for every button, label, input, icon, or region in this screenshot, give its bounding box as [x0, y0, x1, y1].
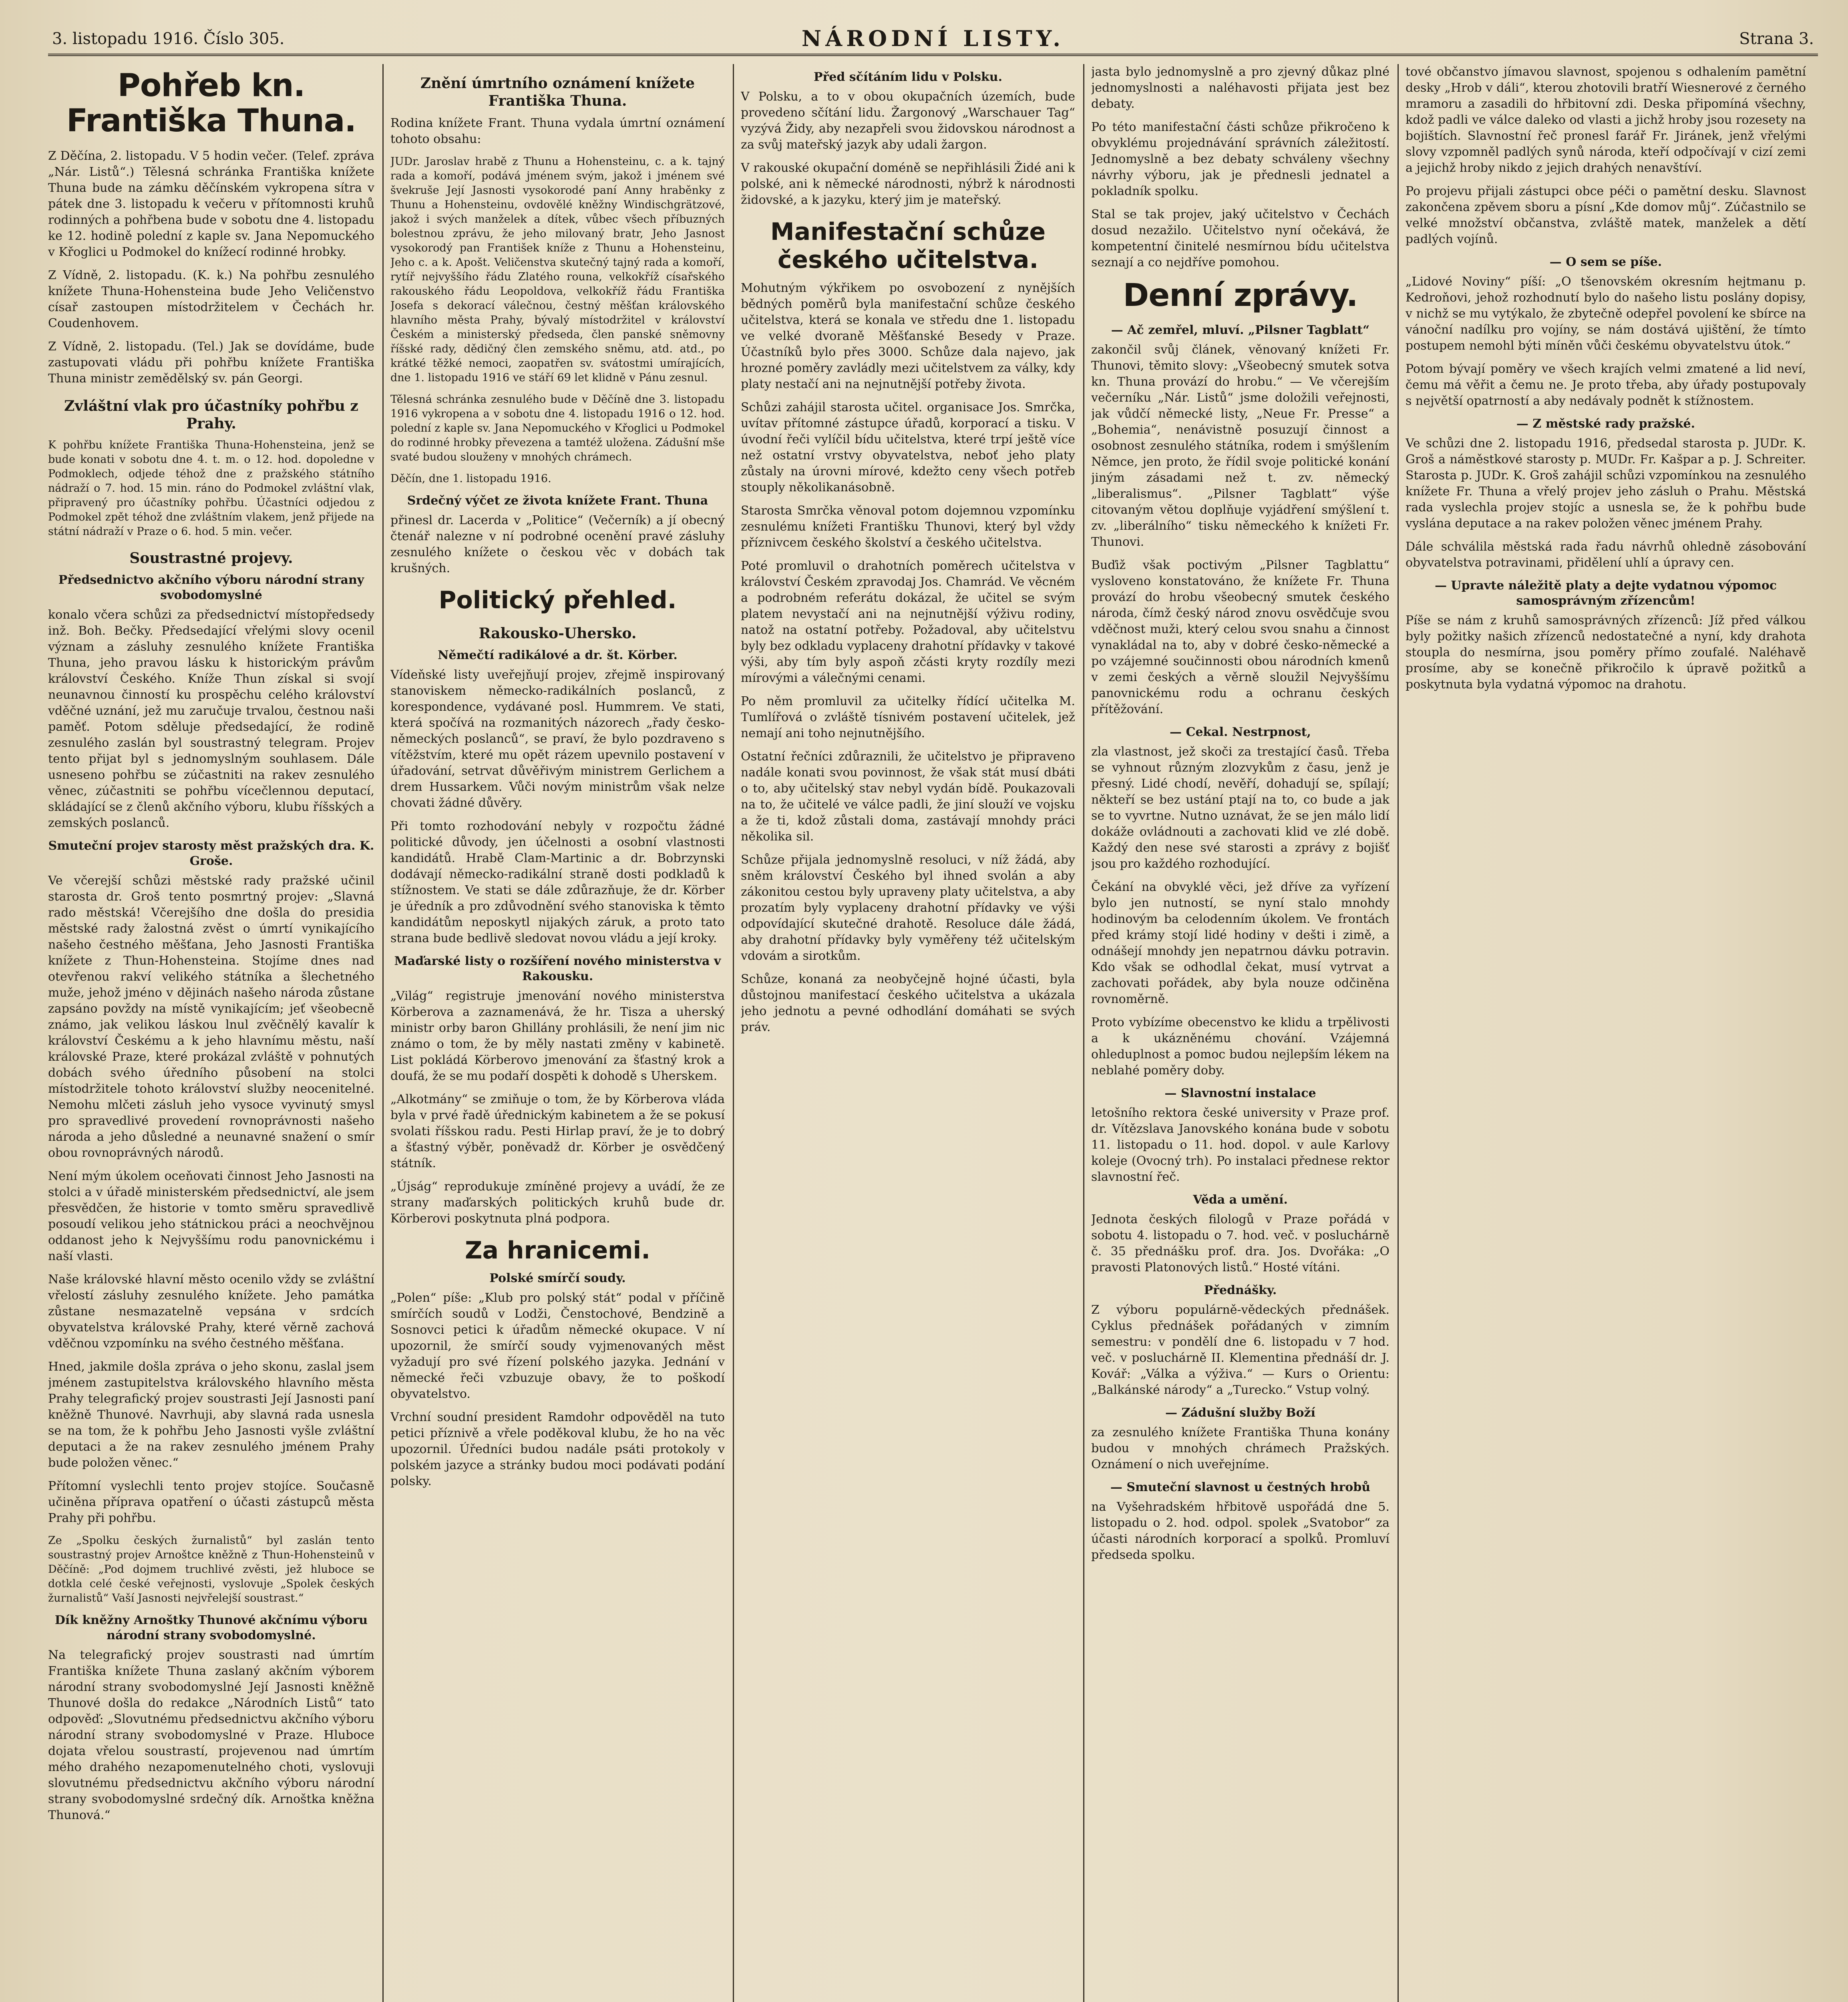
article-paragraph: Ostatní řečníci zdůraznili, že učitelstvo je připraveno nadále konati svou povinnost, že však stát musí dbáti o to, aby učitelský stav nebyl vydán bídě. Poukazovali na to, že učitelé ve válce padli, že jiní slouží ve vojsku a že ti, kdož zůstali doma, zastávají mnohdy práci několika sil.: [741, 750, 1075, 844]
subheading: — Smuteční slavnost u čestných hrobů: [1110, 1480, 1371, 1494]
article-paragraph: V Polsku, a to v obou okupačních územích, bude provedeno sčítání lidu. Žargonový „Warschauer Tag“ vyzývá Židy, aby nezapřeli svou židovskou národnost a za svůj mateřský jazyk aby udali žargon.: [741, 90, 1075, 152]
column-divider: [1398, 64, 1399, 2002]
article-paragraph: konalo včera schůzi za předsednictví místopředsedy inž. Boh. Bečky. Předsedající vřelými slovy ocenil význam a zásluhy zesnulého knížete Františka Thuna, jeho pravou lásku k historickým právům království Českého. Kníže Thun získal si svojí neunavnou činností ku prospěchu celého království vděčné uznání, jež mu zaručuje trvalou, čestnou naši paměť. Potom sděluje předsedající, že rodině zesnulého zaslán byl soustrastný telegram. Projev tento přijat byl s jednomyslným souhlasem. Dále usneseno pohřbu se zúčastniti na rakev zesnulého věnec, zúčastniti se pohřbu vícečlennou deputací, skládající se z členů akčního výboru, klubu říšských a zemských poslanců.: [48, 608, 374, 830]
column-2: [390, 64, 725, 2002]
notice-block: [48, 1534, 374, 1606]
article-paragraph: Ze „Spolku českých žurnalistů“ byl zaslán tento soustrastný projev Arnoštce kněžně z Thun-Hohensteinů v Děčíně: „Pod dojmem truchlivé zvěsti, jež hluboce se dotkla celé české veřejnosti, vyslovuje „Spolek českých žurnalistů“ Vaší Jasnosti nejvřelejší soustrast.“: [48, 1534, 374, 1604]
section-heading: Manifestační schůze českého učitelstva.: [770, 218, 1046, 274]
subheading: — Upravte náležitě platy a dejte vydatnou výpomoc samosprávným zřízencům!: [1434, 579, 1777, 608]
article-paragraph: Z Vídně, 2. listopadu. (K. k.) Na pohřbu zesnulého knížete Thuna-Hohensteina bude Jeho Veličenstvo císař zastoupen místodržitelem v Čechách hr. Coudenhovem.: [48, 268, 374, 330]
section-heading: Rakousko-Uhersko.: [479, 625, 637, 642]
article-paragraph: Z Děčína, 2. listopadu. V 5 hodin večer. (Telef. zpráva „Nár. Listů“.) Tělesná schránka Františka knížete Thuna bude na zámku děčínském vykropena sítra v pátek dne 3. listopadu k večeru v přítomnosti kruhů rodinných a pohřbena bude v sobotu dne 4. listopadu ke 12. hodině polední z kaple sv. Jana Nepomuckého v Křoglici u Podmokel do knížecí rodinné hrobky.: [48, 149, 374, 259]
article-paragraph: letošního rektora české university v Praze prof. dr. Vítězslava Janovského konána bude v sobotu 11. listopadu o 11. hod. dopol. v aule Karlovy koleje (Ovocný trh). Po instalaci přednese rektor slavnostní řeč.: [1091, 1106, 1390, 1184]
article-paragraph: Naše královské hlavní město ocenilo vždy se zvláštní vřelostí zásluhy zesnulého knížete. Jeho památka zůstane nesmazatelně vepsána v srdcích obyvatelstva královské Prahy, které věrně zachová vděčnou vzpomínku na svého čestného měšťana.: [48, 1272, 374, 1351]
column-divider: [1083, 64, 1084, 2002]
article-paragraph: Vrchní soudní president Ramdohr odpověděl na tuto petici příznivě a vřele poděkoval klubu, že ho na věc upozornil. Úředníci budou nadále psáti protokoly v polském jazyce a stránky budou moci podávati podání polsky.: [390, 1410, 725, 1488]
section-heading: Za hranicemi.: [465, 1236, 651, 1264]
subheading: Srdečný výčet ze života knížete Frant. Thuna: [407, 494, 708, 508]
article-paragraph: Ve včerejší schůzi městské rady pražské učinil starosta dr. Groš tento posmrtný projev: „Slavná rado městská! Včerejšího dne došla do presidia městské rady žalostná zvěst o úmrtí vynikajícího našeho čestného měšťana, Jeho Jasnosti Františka knížete z Thun-Hohensteina. Stojíme dnes nad otevřenou rakví velikého státníka a šlechetného muže, jehož jméno v dějinách našeho národa zůstane zapsáno povždy na místě vynikajícím; jeť všeobecně známo, jak velikou láskou lnul zvěčnělý kavalír k království Českému a k jeho hlavnímu městu, naší královské Praze, které prokázal zvláště v pohnutých dobách svého úředního působení na stolci místodržitele tohoto království služby neocenitelné. Nemohu mlčeti zásluh jeho vysoce vyvinutý smysl pro spravedlivé provedení rovnoprávnosti našeho národa a jeho důsledné a neunavné snažení o smír obou rovnoprávných národů.: [48, 874, 374, 1160]
article-paragraph: Potom bývají poměry ve všech krajích velmi zmatené a lid neví, čemu má věřit a čemu ne. Je proto třeba, aby úřady postupovaly s největší opatrností a aby nedávaly podnět k stížnostem.: [1406, 362, 1806, 408]
section-heading: Denní zprávy.: [1123, 277, 1358, 314]
article-paragraph: Píše se nám z kruhů samosprávných zřízenců: Jíž před válkou byly požitky našich zřízenců nedostatečné a nyní, kdy drahota stoupla do nesmírna, jsou poměry přímo zoufalé. Naléhavě prosíme, aby se konečně přikročilo k úpravě požitků a poskytnuta byla vydatná výpomoc na drahotu.: [1406, 613, 1806, 691]
article-paragraph: zakončil svůj článek, věnovaný knížeti Fr. Thunovi, těmito slovy: „Všeobecný smutek sotva kn. Thuna provází do hrobu.“ — Ve včerejším večerníku „Nár. Listů“ jsme doložili veřejnosti, jak vůdčí německé listy, „Neue Fr. Presse“ a „Bohemia“, nenávistně posuzují činnost a osobnost zesnulého státníka, rodem i smýšlením Němce, jen proto, že řídil svoje politické konání jiným zásadami než t. zv. německý „liberalismus“. „Pilsner Tagblatt“ výše citovaným větou doplňuje vyjádření smýšlení t. zv. „liberálního“ tisku německého k knížeti Fr. Thunovi.: [1091, 343, 1390, 549]
article-paragraph: Na telegrafický projev soustrasti nad úmrtím Františka knížete Thuna zaslaný akčním výborem národní strany svobodomyslné Její Jasnosti kněžně Thunové došla do redakce „Národních Listů“ tato odpověď: „Slovutnému předsednictvu akčního výboru národní strany svobodomyslné v Praze. Hluboce dojata vřelou soustrastí, projevenou nad úmrtím mého drahého nezapomenutelného choti, vyslovuji slovutnému předsednictvu akčního výboru národní strany svobodomyslné srdečný dík. Arnoštka kněžna Thunová.“: [48, 1648, 374, 1822]
column-5: [1406, 64, 1806, 2002]
article-paragraph: Při tomto rozhodování nebyly v rozpočtu žádné politické důvody, jen účelnosti a osobní vlastnosti kandidátů. Hrabě Clam-Martinic a dr. Bobrzynski dodávají německo-radikální straně dosti podkladů k stížnostem. Ve stati se dále zdůrazňuje, že dr. Körber je úředník a pro zdůvodnění svého stanoviska k těmto kandidátům neposkytl nijakých záruk, a proto tato strana bude bedlivě sledovat novou vládu a její kroky.: [390, 819, 725, 945]
article-paragraph: Schůze, konaná za neobyčejně hojné účasti, byla důstojnou manifestací českého učitelstva a ukázala jeho jednotu a pevné odhodlání domáhati se svých práv.: [741, 972, 1075, 1034]
article-paragraph: „Alkotmány“ se zmiňuje o tom, že by Körberova vláda byla v prvé řadě úřednickým kabinetem a že se pokusí svolati říšskou radu. Pesti Hirlap praví, že je to dobrý a šťastný výběr, poněvadž dr. Körber je osvědčený státník.: [390, 1092, 725, 1170]
subheading: Předsednictvo akčního výboru národní strany svobodomyslné: [58, 573, 364, 602]
article-paragraph: JUDr. Jaroslav hrabě z Thunu a Hohensteinu, c. a k. tajný rada a komoří, podává jménem svým, jakož i jménem své švekruše Její Jasnosti vysokorodé paní Anny hraběnky z Thunu a Hohensteinu, ovdovělé kněžny Windischgrätzové, jakož i svých manželek a dítek, vůbec všech příbuzných bolestnou zprávu, že jeho milovaný bratr, Jeho Jasnost vysokorodý pan František kníže z Thunu a Hohensteinu, Jeho c. a k. Apošt. Veličenstva skutečný tajný rada a komoří, rytíř nejvyššího řádu Zlatého rouna, velkokříž císařského rakouského řádu Leopoldova, velkokříž řádu Františka Josefa s dekorací válečnou, čestný měšťan královského hlavního města Prahy, bývalý místodržitel v království Českém a ministerský předseda, člen panské sněmovny říšské rady, dědičný člen zemského sněmu, atd. atd., po krátké těžké nemoci, zaopatřen sv. svátostmi umírajících, dne 1. listopadu 1916 ve stáří 69 let klidně v Pánu zesnul.: [390, 155, 725, 384]
article-paragraph: Po této manifestační části schůze přikročeno k obvyklému projednávání správních záležitostí. Jednomyslně a bez debaty schváleny všechny návrhy výboru, jak je přednesli jednatel a pokladník spolku.: [1091, 120, 1390, 198]
article-paragraph: Ve schůzi dne 2. listopadu 1916, předsedal starosta p. JUDr. K. Groš a náměstkové starosty p. MUDr. Fr. Kašpar a p. J. Schreiter. Starosta p. JUDr. K. Groš zahájil schůzi vzpomínkou na zesnulého knížete Fr. Thuna a vřelý projev jeho zásluh o Prahu. Městská rada vyslechla projev stojíc a usnesla se, že k pohřbu bude vyslána deputace a na rakev položen věnec jménem Prahy.: [1406, 436, 1806, 531]
column-4: [1091, 64, 1390, 2002]
article-paragraph: Po něm promluvil za učitelky řídící učitelka M. Tumlířová o zvláště tísnivém postavení učitelek, jež nemají ani toho nejnutnějšího.: [741, 694, 1075, 740]
article-paragraph: Stal se tak projev, jaký učitelstvo v Čechách dosud nezažilo. Učitelstvo nyní očekává, že kompetentní činitelé nesmírnou bídu učitelstva seznají a co nejdříve pomohou.: [1091, 207, 1390, 269]
section-heading: Politický přehled.: [438, 586, 677, 614]
article-paragraph: tové občanstvo jímavou slavnost, spojenou s odhalením pamětní desky „Hrob v dáli“, kterou zhotovili bratří Wiesnerové z černého mramoru a zasadili do hřbitovní zdi. Deska připomíná všechny, kdož padli ve válce daleko od vlasti a jichž hroby jsou rozesety na bojištích. Slavnostní řeč pronesl farář Fr. Jiránek, jenž vřelými slovy vzpomněl padlých synů národa, kteří odpočívají v cizí zemi a jejichž hroby nikdo z jejich drahých nenavštíví.: [1406, 65, 1806, 175]
article-paragraph: Z Vídně, 2. listopadu. (Tel.) Jak se dovídáme, bude zastupovati vládu při pohřbu knížete Františka Thuna ministr zemědělský sv. pán Georgi.: [48, 340, 374, 386]
page-number: Strana 3.: [1739, 30, 1814, 48]
article-paragraph: Vídeňské listy uveřejňují projev, zřejmě inspirovaný stanoviskem německo-radikálních poslanců, z korespondence, vydávané posl. Hummrem. Ve stati, která spočívá na rozmanitých názorech „řady česko-německých poslanců“, se praví, že bylo pozdraveno s vítěžstvím, které mu opět rázem upevnilo postavení v úřadování, setrvat důvěřivým ministrem Gerlichem a drem Hussarkem. Vůči novým ministrům však nelze chovati žádné důvěry.: [390, 668, 725, 810]
article-paragraph: K pohřbu knížete Františka Thuna-Hohensteina, jenž se bude konati v sobotu dne 4. t. m. o 12. hod. dopoledne v Podmoklech, odjede téhož dne z pražského státního nádraží o 7. hod. 15 min. ráno do Podmokel zvláštní vlak, připravený pro účastníky pohřbu. Účastníci odjedou z Podmokel zpět téhož dne zvláštním vlakem, jenž přijede na státní nádraží v Praze o 6. hod. 5 min. večer.: [48, 439, 374, 538]
subheading: Smuteční projev starosty měst pražských dra. K. Groše.: [48, 839, 374, 868]
article-paragraph: Přítomní vyslechli tento projev stojíce. Současně učiněna příprava opatření o účasti zástupců města Prahy při pohřbu.: [48, 1479, 374, 1525]
subheading: — Z městské rady pražské.: [1516, 417, 1695, 431]
article-paragraph: zla vlastnost, jež skoči za trestající časů. Třeba se vyhnout různým zlozvykům z času, jenž je přesný. Lidé chodí, nevěří, dohadují se, spílají; někteří se bez ustání ptají na to, co bude a jak se to vyvrtne. Nutno uznávat, že se jen málo lidí dokáže ovládnouti a zachovati klid ve zlé době. Každý den nese své starosti a zprávy z bojišť jsou pro každého rozhodující.: [1091, 745, 1390, 871]
article-paragraph: Buďiž však poctivým „Pilsner Tagblattu“ vysloveno konstatováno, že knížete Fr. Thuna provází do hrobu všeobecný smutek českého národa, čímž český národ znovu osvědčuje svou vděčnost muži, který celou svou snahu a činnost vynakládal na to, aby v dobré česko-německé a po vzájemné součinnosti obou národních kmenů v zemi českých a věrně sloužil Nejvyššímu panovnickému rodu a ochranu českých přítěžování.: [1091, 558, 1390, 716]
article-paragraph: na Vyšehradském hřbitově uspořádá dne 5. listopadu o 2. hod. odpol. spolek „Svatobor“ za účasti národních korporací a spolků. Promluví předseda spolku.: [1091, 1500, 1390, 1562]
article-paragraph: Hned, jakmile došla zpráva o jeho skonu, zaslal jsem jménem zastupitelstva královského hlavního města Prahy telegrafický projev soustrasti Její Jasnosti paní kněžně Thunové. Navrhuji, aby slavná rada usnesla se na tom, že k pohřbu Jeho Jasnosti vyšle zvláštní deputaci a že na rakev zesnulého jménem Prahy bude položen věnec.“: [48, 1360, 374, 1470]
subheading: — Ač zemřel, mluví. „Pilsner Tagblatt“: [1111, 323, 1370, 337]
subheading: — Slavnostní instalace: [1164, 1086, 1316, 1100]
column-divider: [382, 64, 384, 2002]
notice-block: [390, 155, 725, 486]
article-paragraph: „Világ“ registruje jmenování nového ministerstva Körberova a zaznamenává, že hr. Tisza a uherský ministr orby baron Ghillány prohlásili, že není jim nic známo o tom, že by měly nastati změny v kabinetě. List pokládá Körberovo jmenování za šťastný krok a doufá, že se mu podaří dospěti k dohodě s Uherskem.: [390, 989, 725, 1083]
article-paragraph: Po projevu přijali zástupci obce péči o pamětní desku. Slavnost zakončena zpěvem sboru a písní „Kde domov můj“. Zúčastnilo se velké množství občanstva, zvláště matek, manželek a dětí padlých vojínů.: [1406, 184, 1806, 246]
notice-block: [48, 438, 374, 539]
article-paragraph: V rakouské okupační doméně se nepřihlásili Židé ani k polské, ani k německé národnosti, nýbrž k národnosti židovské, a k jazyku, který jim je mateřský.: [741, 161, 1075, 207]
article-paragraph: přinesl dr. Lacerda v „Politice“ (Večerník) a jí obecný čtenář nalezne v ní podrobné ocenění pravé zásluhy zesnulého knížete o českou věc v dobách tak krušných.: [390, 513, 725, 575]
section-heading: Zvláštní vlak pro účastníky pohřbu z Prahy.: [64, 398, 358, 432]
article-paragraph: Čekání na obvyklé věci, jež dříve za vyřízení bylo jen nutností, se nyní stalo mnohdy hodinovým ba celodenním úkolem. Ve frontách před krámy stojí lidé hodiny v dešti i zimě, a odnášejí mnohdy jen nepatrnou dávku potravin. Kdo však se odhodlal čekat, musí vytrvat a zachovati pořádek, aby byla nouze odčiněna rovnoměrně.: [1091, 880, 1390, 1006]
article-paragraph: za zesnulého knížete Františka Thuna konány budou v mnohých chrámech Pražských. Oznámení o nich uveřejníme.: [1091, 1425, 1390, 1471]
article-paragraph: Poté promluvil o drahotních poměrech učitelstva v království Českém zpravodaj Jos. Chamrád. Ve věcném a podrobném referátu dokázal, že učitel se svým platem nevystačí ani na nejnutnější výživu rodiny, natož na ostatní potřeby. Požadoval, aby učitelstvu byly bez odkladu vyplaceny drahotní přídavky v takové výši, aby tím byly aspoň zčásti kryty rozdíly mezi mírovými a válečnými cenami.: [741, 559, 1075, 685]
article-paragraph: Děčín, dne 1. listopadu 1916.: [390, 472, 551, 485]
article-paragraph: Není mým úkolem oceňovati činnost Jeho Jasnosti na stolci a v úřadě ministerském předsednictví, ale jsem přesvědčen, že historie v tomto směru spravedlivě posoudí velikou jeho státnickou práci a neochvějnou oddanost jeho k Nejvyššímu rodu panovnickému i naší vlasti.: [48, 1169, 374, 1263]
subheading: — Zádušní služby Boží: [1165, 1406, 1315, 1420]
article-paragraph: Starosta Smrčka věnoval potom dojemnou vzpomínku zesnulému knížeti Františku Thunovi, který byl vždy příznivcem českého školství a českého učitelstva.: [741, 504, 1075, 550]
masthead: [48, 26, 1818, 56]
article-paragraph: Rodina knížete Frant. Thuna vydala úmrtní oznámení tohoto obsahu:: [390, 116, 725, 146]
section-heading: Soustrastné projevy.: [129, 550, 293, 567]
article-paragraph: Dále schválila městská rada řadu návrhů ohledně zásobování obyvatelstva potravinami, přidělení uhlí a úpravy cen.: [1406, 540, 1806, 570]
article-paragraph: Schůzi zahájil starosta učitel. organisace Jos. Smrčka, uvítav přítomné zástupce úřadů, korporací a tisku. V úvodní řeči vylíčil bídu učitelstva, které trpí ještě více než ostatní vrstvy obyvatelstva, neboť jeho platy zůstaly na úrovni mírové, kdežto ceny všech potřeb stouply několikanásobně.: [741, 400, 1075, 494]
subheading: Polské smírčí soudy.: [489, 1271, 626, 1285]
article-paragraph: Tělesná schránka zesnulého bude v Děčíně dne 3. listopadu 1916 vykropena a v sobotu dne 4. listopadu 1916 o 12. hod. polední z kaple sv. Jana Nepomuckého v Křoglici u Podmokel do rodinné hrobky převezena a tamtéž uložena. Zádušní mše svaté budou slouženy v mnohých chrámech.: [390, 393, 725, 463]
subheading: Němečtí radikálové a dr. št. Körber.: [438, 648, 678, 662]
issue-date: 3. listopadu 1916. Číslo 305.: [52, 30, 285, 48]
subheading: Dík kněžny Arnoštky Thunové akčnímu výboru národní strany svobodomyslné.: [54, 1613, 368, 1642]
article-paragraph: „Újság“ reprodukuje zmíněné projevy a uvádí, že ze strany maďarských politických kruhů bude dr. Körberovi poskytnuta plná podpora.: [390, 1180, 725, 1226]
subheading: Před sčítáním lidu v Polsku.: [813, 70, 1003, 84]
article-paragraph: „Lidové Noviny“ píší: „O tšenovském okresním hejtmanu p. Kedroňovi, jehož rozhodnutí bylo do našeho listu poslány dopisy, v nichž se mu vytýkalo, že zbytečně odepřel povolení ke sbírce na vánoční nadílku pro vojíny, se nám dostává ujištění, že tímto postupem nemohl býti míněn vůči českému obyvatelstvu útok.“: [1406, 275, 1806, 353]
subheading: — O sem se píše.: [1549, 255, 1662, 269]
article-paragraph: Jednota českých filologů v Praze pořádá v sobotu 4. listopadu o 7. hod. več. v posluchárně č. 35 přednášku prof. dra. Jos. Dvořáka: „O pravosti Platonových listů.“ Hosté vítáni.: [1091, 1212, 1390, 1274]
article-paragraph: jasta bylo jednomyslně a pro zjevný důkaz plné jednomyslnosti a naléhavosti přijata jest bez debaty.: [1091, 65, 1390, 111]
subheading: Maďarské listy o rozšíření nového ministerstva v Rakousku.: [394, 954, 721, 983]
article-paragraph: Mohutným výkřikem po osvobození z nynějších bědných poměrů byla manifestační schůze českého učitelstva, která se konala ve středu dne 1. listopadu ve velké dvoraně Měšťanské Besedy v Praze. Účastníků bylo přes 3000. Schůze dala najevo, jak hrozné poměry zavládly mezi učitelstvem za války, kdy platy nestačí ani na nejnutnější potřeby života.: [741, 281, 1075, 391]
newspaper-title: NÁRODNÍ LISTY.: [801, 26, 1065, 51]
section-heading: Znění úmrtního oznámení knížete Františka Thuna.: [420, 75, 695, 109]
article-paragraph: Schůze přijala jednomyslně resoluci, v níž žádá, aby sněm království Českého byl ihned svolán a aby zákonitou cestou byly upraveny platy učitelstva, a aby prozatím byly vyplaceny drahotní přídavky ve výši odpovídající skutečné drahotě. Resoluce dále žádá, aby drahotní přídavky byly vyměřeny též učitelským vdovám a sirotkům.: [741, 853, 1075, 963]
subheading: Přednášky.: [1204, 1283, 1277, 1297]
subheading: — Cekal. Nestrpnost,: [1170, 725, 1311, 739]
article-paragraph: „Polen“ píše: „Klub pro polský stát“ podal v příčině smírčích soudů v Lodži, Čenstochové, Bendzině a Sosnovci petici k úřadům německé okupace. V ní upozornil, že smírčí soudy vyjmenovaných měst vyžadují pro své řízení polského jazyka. Jednání v německé řeči vzbuzuje obavy, že to poškodí obyvatelstvo.: [390, 1291, 725, 1401]
article-heading: Pohřeb kn. Františka Thuna.: [66, 68, 356, 139]
article-paragraph: Z výboru populárně-vědeckých přednášek. Cyklus přednášek pořádaných v zimním semestru: v pondělí dne 6. listopadu v 7 hod. več. v posluchárně II. Klementina přednáší dr. J. Kovář: „Válka a výživa.“ — Kurs o Orientu: „Balkánské národy“ a „Turecko.“ Vstup volný.: [1091, 1303, 1390, 1397]
article-paragraph: Proto vybízíme obecenstvo ke klidu a trpělivosti a k ukázněnému chování. Vzájemná ohleduplnost a pomoc budou nejlepším lékem na neblahé poměry doby.: [1091, 1015, 1390, 1077]
column-3: [741, 64, 1075, 2002]
column-divider: [733, 64, 734, 2002]
subheading: Věda a umění.: [1193, 1193, 1288, 1207]
column-1: [48, 64, 374, 2002]
